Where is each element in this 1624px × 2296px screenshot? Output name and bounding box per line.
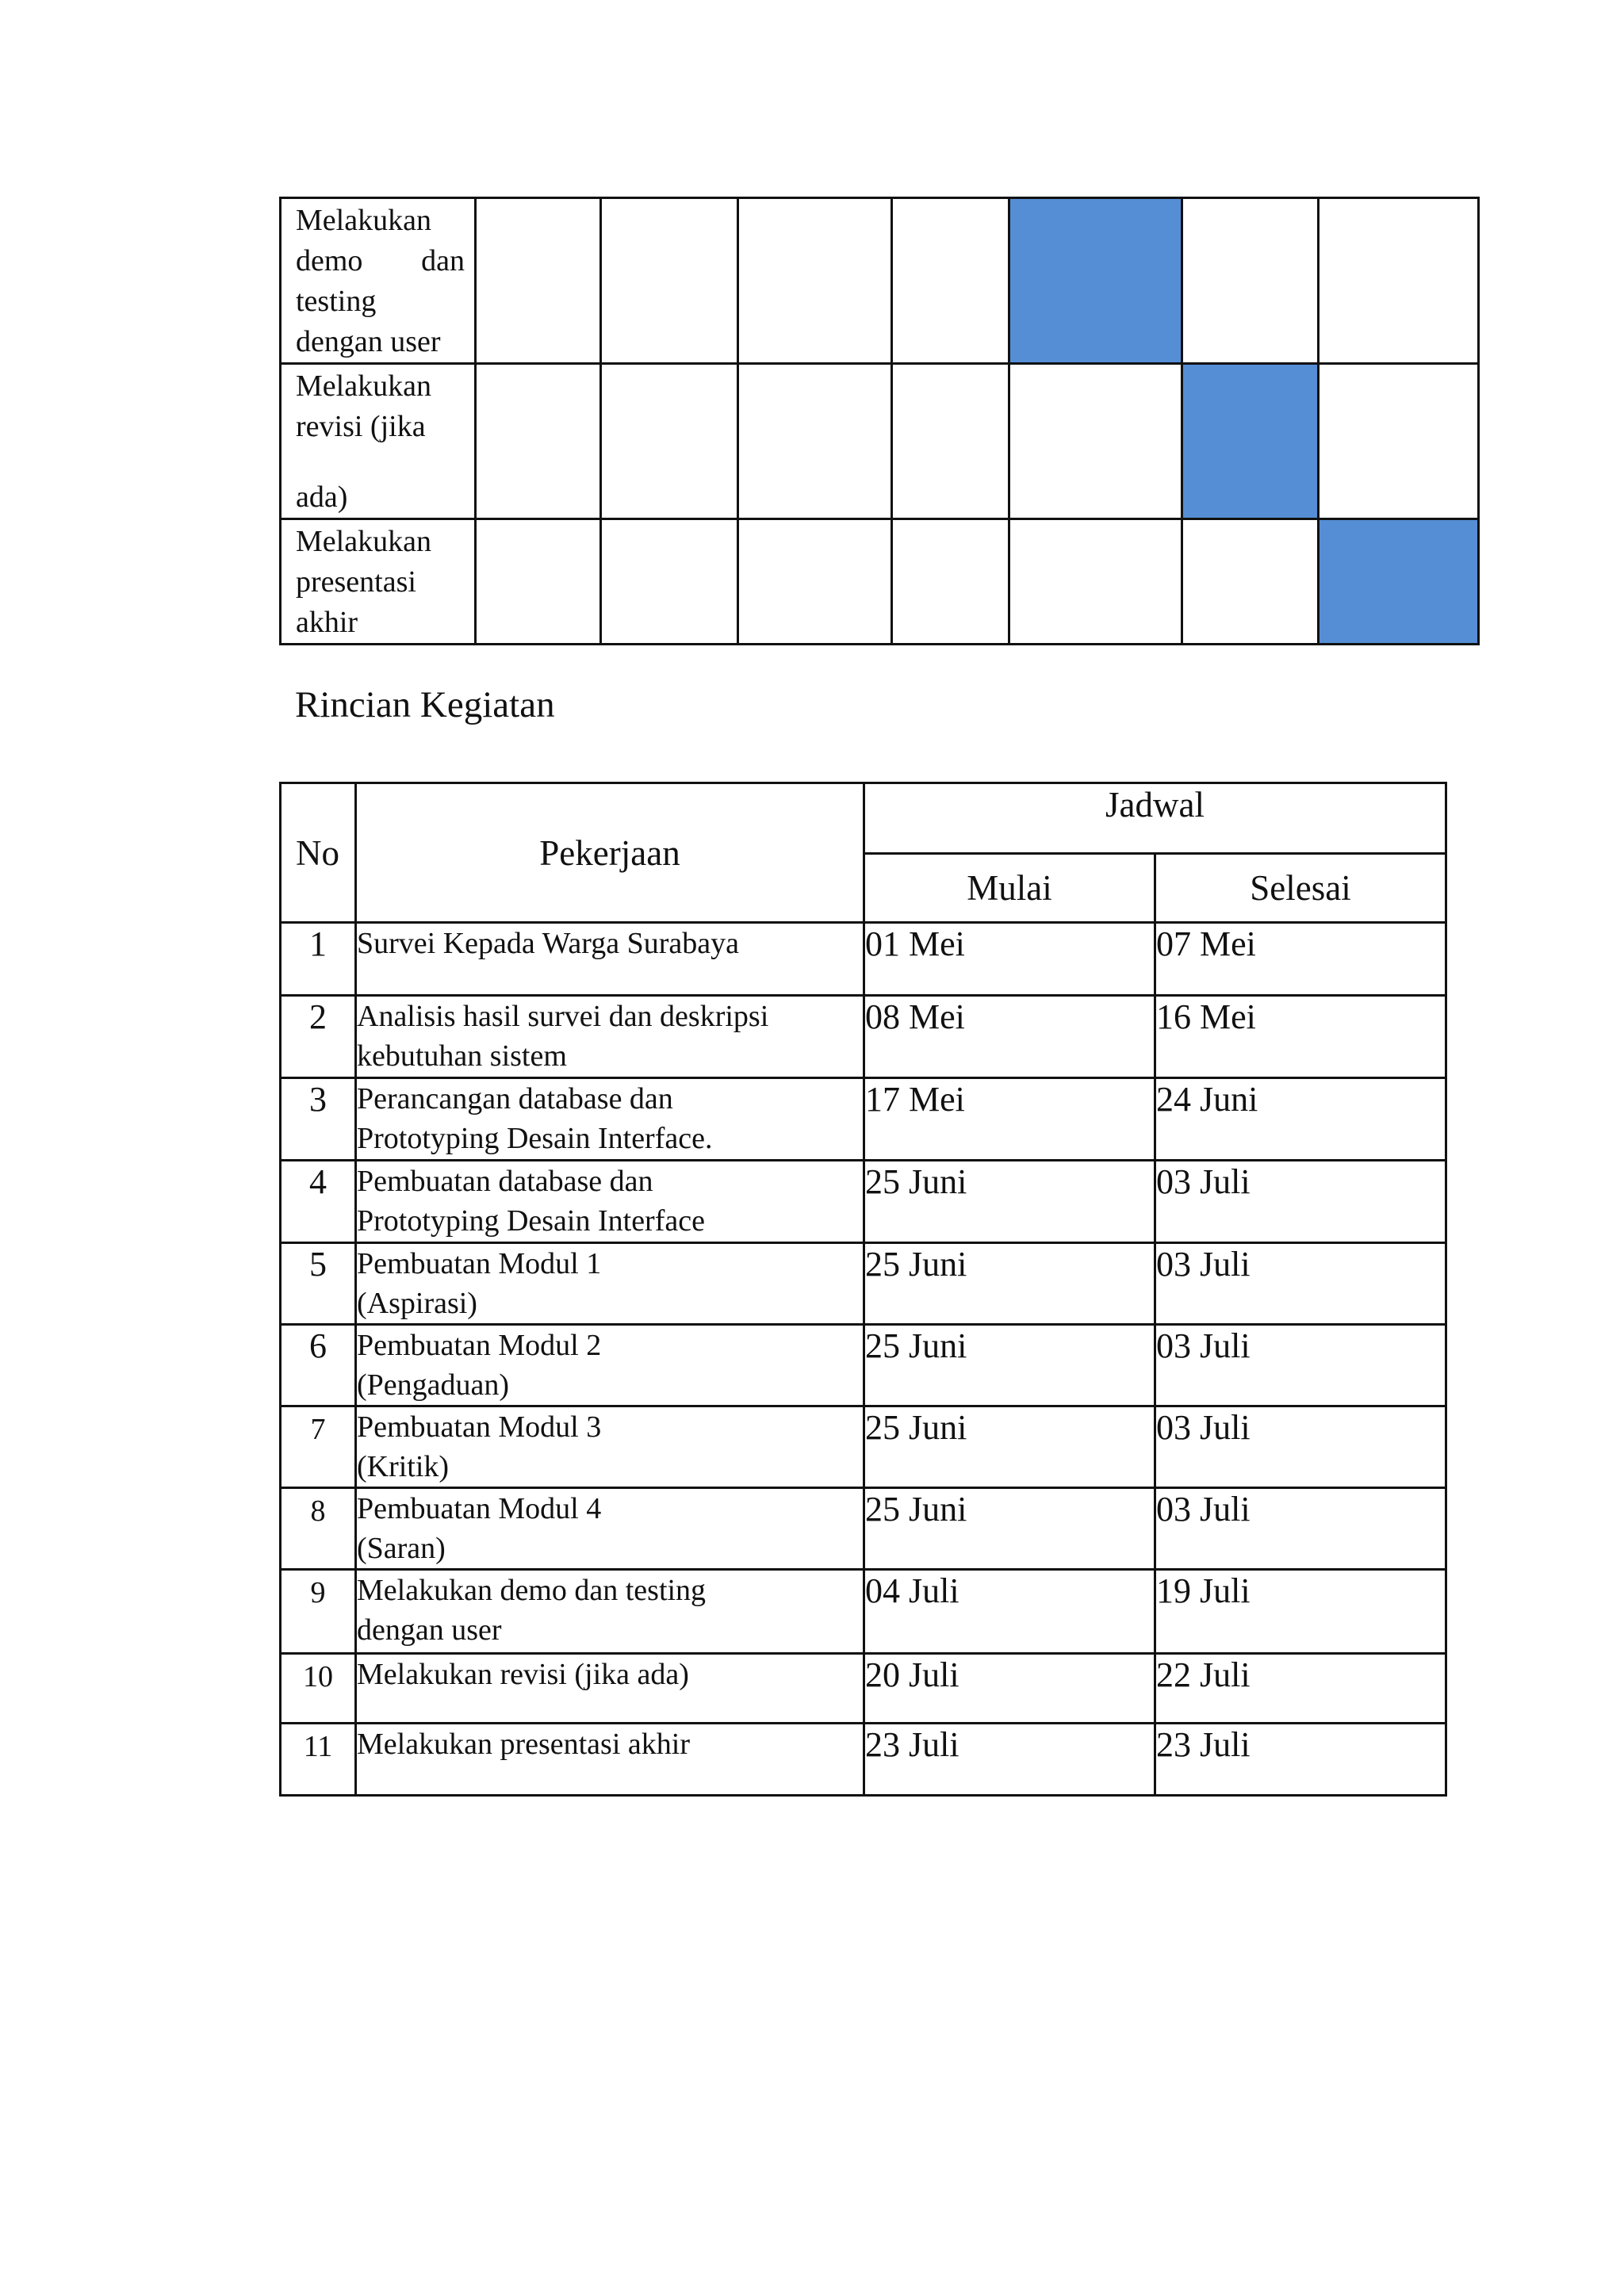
task-line: Pembuatan Modul 2: [357, 1329, 602, 1362]
header-mulai: Mulai: [864, 854, 1155, 923]
rincian-table: [279, 782, 1447, 1797]
date-selesai: 19 Juli: [1155, 1570, 1446, 1654]
task-cell: [356, 1243, 864, 1325]
table-row: [281, 1724, 1446, 1796]
row-number: 1: [281, 923, 356, 996]
gantt-activity-line: Melakukan: [296, 525, 431, 558]
gantt-activity-line: Melakukan: [296, 369, 431, 403]
task-line: Pembuatan database dan: [357, 1165, 653, 1198]
task-cell: [356, 1078, 864, 1161]
task-line: Survei Kepada Warga Surabaya: [357, 927, 739, 960]
task-line: Analisis hasil survei dan deskripsi: [357, 1000, 769, 1033]
gantt-activity-cell: [281, 519, 476, 645]
task-line: (Kritik): [357, 1450, 450, 1483]
row-number: 10: [281, 1654, 356, 1724]
date-mulai: 25 Juni: [864, 1406, 1155, 1488]
gantt-activity-line: Melakukan: [296, 204, 431, 237]
task-cell: [356, 923, 864, 996]
table-row: [281, 1078, 1446, 1161]
date-selesai: 03 Juli: [1155, 1161, 1446, 1243]
header-jadwal: Jadwal: [864, 783, 1446, 854]
gantt-period-cell: [738, 519, 892, 645]
date-selesai: 23 Juli: [1155, 1724, 1446, 1796]
task-line: dengan user: [357, 1613, 502, 1647]
task-line: Prototyping Desain Interface.: [357, 1122, 713, 1155]
task-cell: [356, 1406, 864, 1488]
gantt-period-cell: [1009, 364, 1182, 519]
table-row: [281, 1325, 1446, 1406]
task-line: Perancangan database dan: [357, 1082, 673, 1115]
gantt-period-cell: [1319, 198, 1479, 364]
task-cell: [356, 1570, 864, 1654]
date-selesai: 24 Juni: [1155, 1078, 1446, 1161]
task-cell: [356, 996, 864, 1078]
gantt-period-cell: [892, 198, 1009, 364]
row-number: 2: [281, 996, 356, 1078]
row-number: 7: [281, 1406, 356, 1488]
header-no: No: [281, 783, 356, 923]
task-line: kebutuhan sistem: [357, 1039, 567, 1073]
gantt-period-cell: [601, 519, 738, 645]
gantt-activity-line: dengan user: [296, 325, 441, 358]
gantt-period-cell: [1182, 364, 1319, 519]
gantt-activity-line: [296, 241, 465, 281]
date-mulai: 08 Mei: [864, 996, 1155, 1078]
task-line: Pembuatan Modul 1: [357, 1247, 602, 1280]
table-row: [281, 1570, 1446, 1654]
header-pekerjaan: Pekerjaan: [356, 783, 864, 923]
task-line: (Pengaduan): [357, 1368, 510, 1402]
line-gap: [296, 447, 465, 477]
gantt-activity-line: presentasi: [296, 565, 416, 599]
date-mulai: 25 Juni: [864, 1161, 1155, 1243]
row-number: 9: [281, 1570, 356, 1654]
gantt-activity-line: ada): [296, 480, 348, 514]
table-row: [281, 1654, 1446, 1724]
date-mulai: 25 Juni: [864, 1488, 1155, 1570]
task-line: (Saran): [357, 1532, 446, 1565]
date-selesai: 03 Juli: [1155, 1488, 1446, 1570]
gantt-row: [281, 519, 1479, 645]
date-selesai: 03 Juli: [1155, 1406, 1446, 1488]
justified-word: demo: [296, 244, 363, 277]
table-row: [281, 996, 1446, 1078]
gantt-period-cell: [1319, 364, 1479, 519]
gantt-table: [279, 197, 1480, 645]
gantt-activity-cell: [281, 198, 476, 364]
task-cell: [356, 1654, 864, 1724]
table-row: [281, 1488, 1446, 1570]
gantt-period-cell: [476, 364, 601, 519]
date-selesai: 03 Juli: [1155, 1325, 1446, 1406]
date-selesai: 07 Mei: [1155, 923, 1446, 996]
date-mulai: 20 Juli: [864, 1654, 1155, 1724]
row-number: 3: [281, 1078, 356, 1161]
gantt-activity-line: akhir: [296, 606, 358, 639]
gantt-activity-cell: [281, 364, 476, 519]
date-mulai: 25 Juni: [864, 1243, 1155, 1325]
task-cell: [356, 1488, 864, 1570]
task-cell: [356, 1325, 864, 1406]
row-number: 4: [281, 1161, 356, 1243]
table-row: [281, 1243, 1446, 1325]
gantt-period-cell: [476, 519, 601, 645]
gantt-period-cell: [1182, 519, 1319, 645]
header-selesai: Selesai: [1155, 854, 1446, 923]
task-line: Melakukan demo dan testing: [357, 1574, 707, 1607]
header-row: [281, 783, 1446, 854]
gantt-row: [281, 198, 1479, 364]
date-selesai: 22 Juli: [1155, 1654, 1446, 1724]
gantt-activity-line: testing: [296, 285, 377, 318]
table-row: [281, 1406, 1446, 1488]
date-mulai: 01 Mei: [864, 923, 1155, 996]
date-selesai: 16 Mei: [1155, 996, 1446, 1078]
gantt-period-cell: [601, 198, 738, 364]
gantt-period-cell: [738, 198, 892, 364]
date-mulai: 04 Juli: [864, 1570, 1155, 1654]
gantt-period-cell: [1319, 519, 1479, 645]
gantt-period-cell: [1182, 198, 1319, 364]
task-line: Pembuatan Modul 4: [357, 1492, 602, 1525]
gantt-period-cell: [601, 364, 738, 519]
date-mulai: 25 Juni: [864, 1325, 1155, 1406]
row-number: 8: [281, 1488, 356, 1570]
task-line: Melakukan presentasi akhir: [357, 1728, 690, 1761]
gantt-period-cell: [476, 198, 601, 364]
table-row: [281, 1161, 1446, 1243]
task-cell: [356, 1724, 864, 1796]
gantt-period-cell: [1009, 198, 1182, 364]
gantt-period-cell: [1009, 519, 1182, 645]
gantt-period-cell: [738, 364, 892, 519]
row-number: 5: [281, 1243, 356, 1325]
gantt-period-cell: [892, 364, 1009, 519]
task-line: (Aspirasi): [357, 1287, 477, 1320]
task-cell: [356, 1161, 864, 1243]
gantt-row: [281, 364, 1479, 519]
date-mulai: 17 Mei: [864, 1078, 1155, 1161]
section-title: Rincian Kegiatan: [295, 684, 555, 725]
gantt-activity-line: revisi (jika: [296, 410, 426, 443]
task-line: Prototyping Desain Interface: [357, 1204, 705, 1238]
gantt-period-cell: [892, 519, 1009, 645]
date-mulai: 23 Juli: [864, 1724, 1155, 1796]
table-row: [281, 923, 1446, 996]
date-selesai: 03 Juli: [1155, 1243, 1446, 1325]
task-line: Melakukan revisi (jika ada): [357, 1658, 689, 1691]
task-line: Pembuatan Modul 3: [357, 1410, 602, 1444]
justified-word: dan: [421, 244, 465, 277]
row-number: 11: [281, 1724, 356, 1796]
row-number: 6: [281, 1325, 356, 1406]
